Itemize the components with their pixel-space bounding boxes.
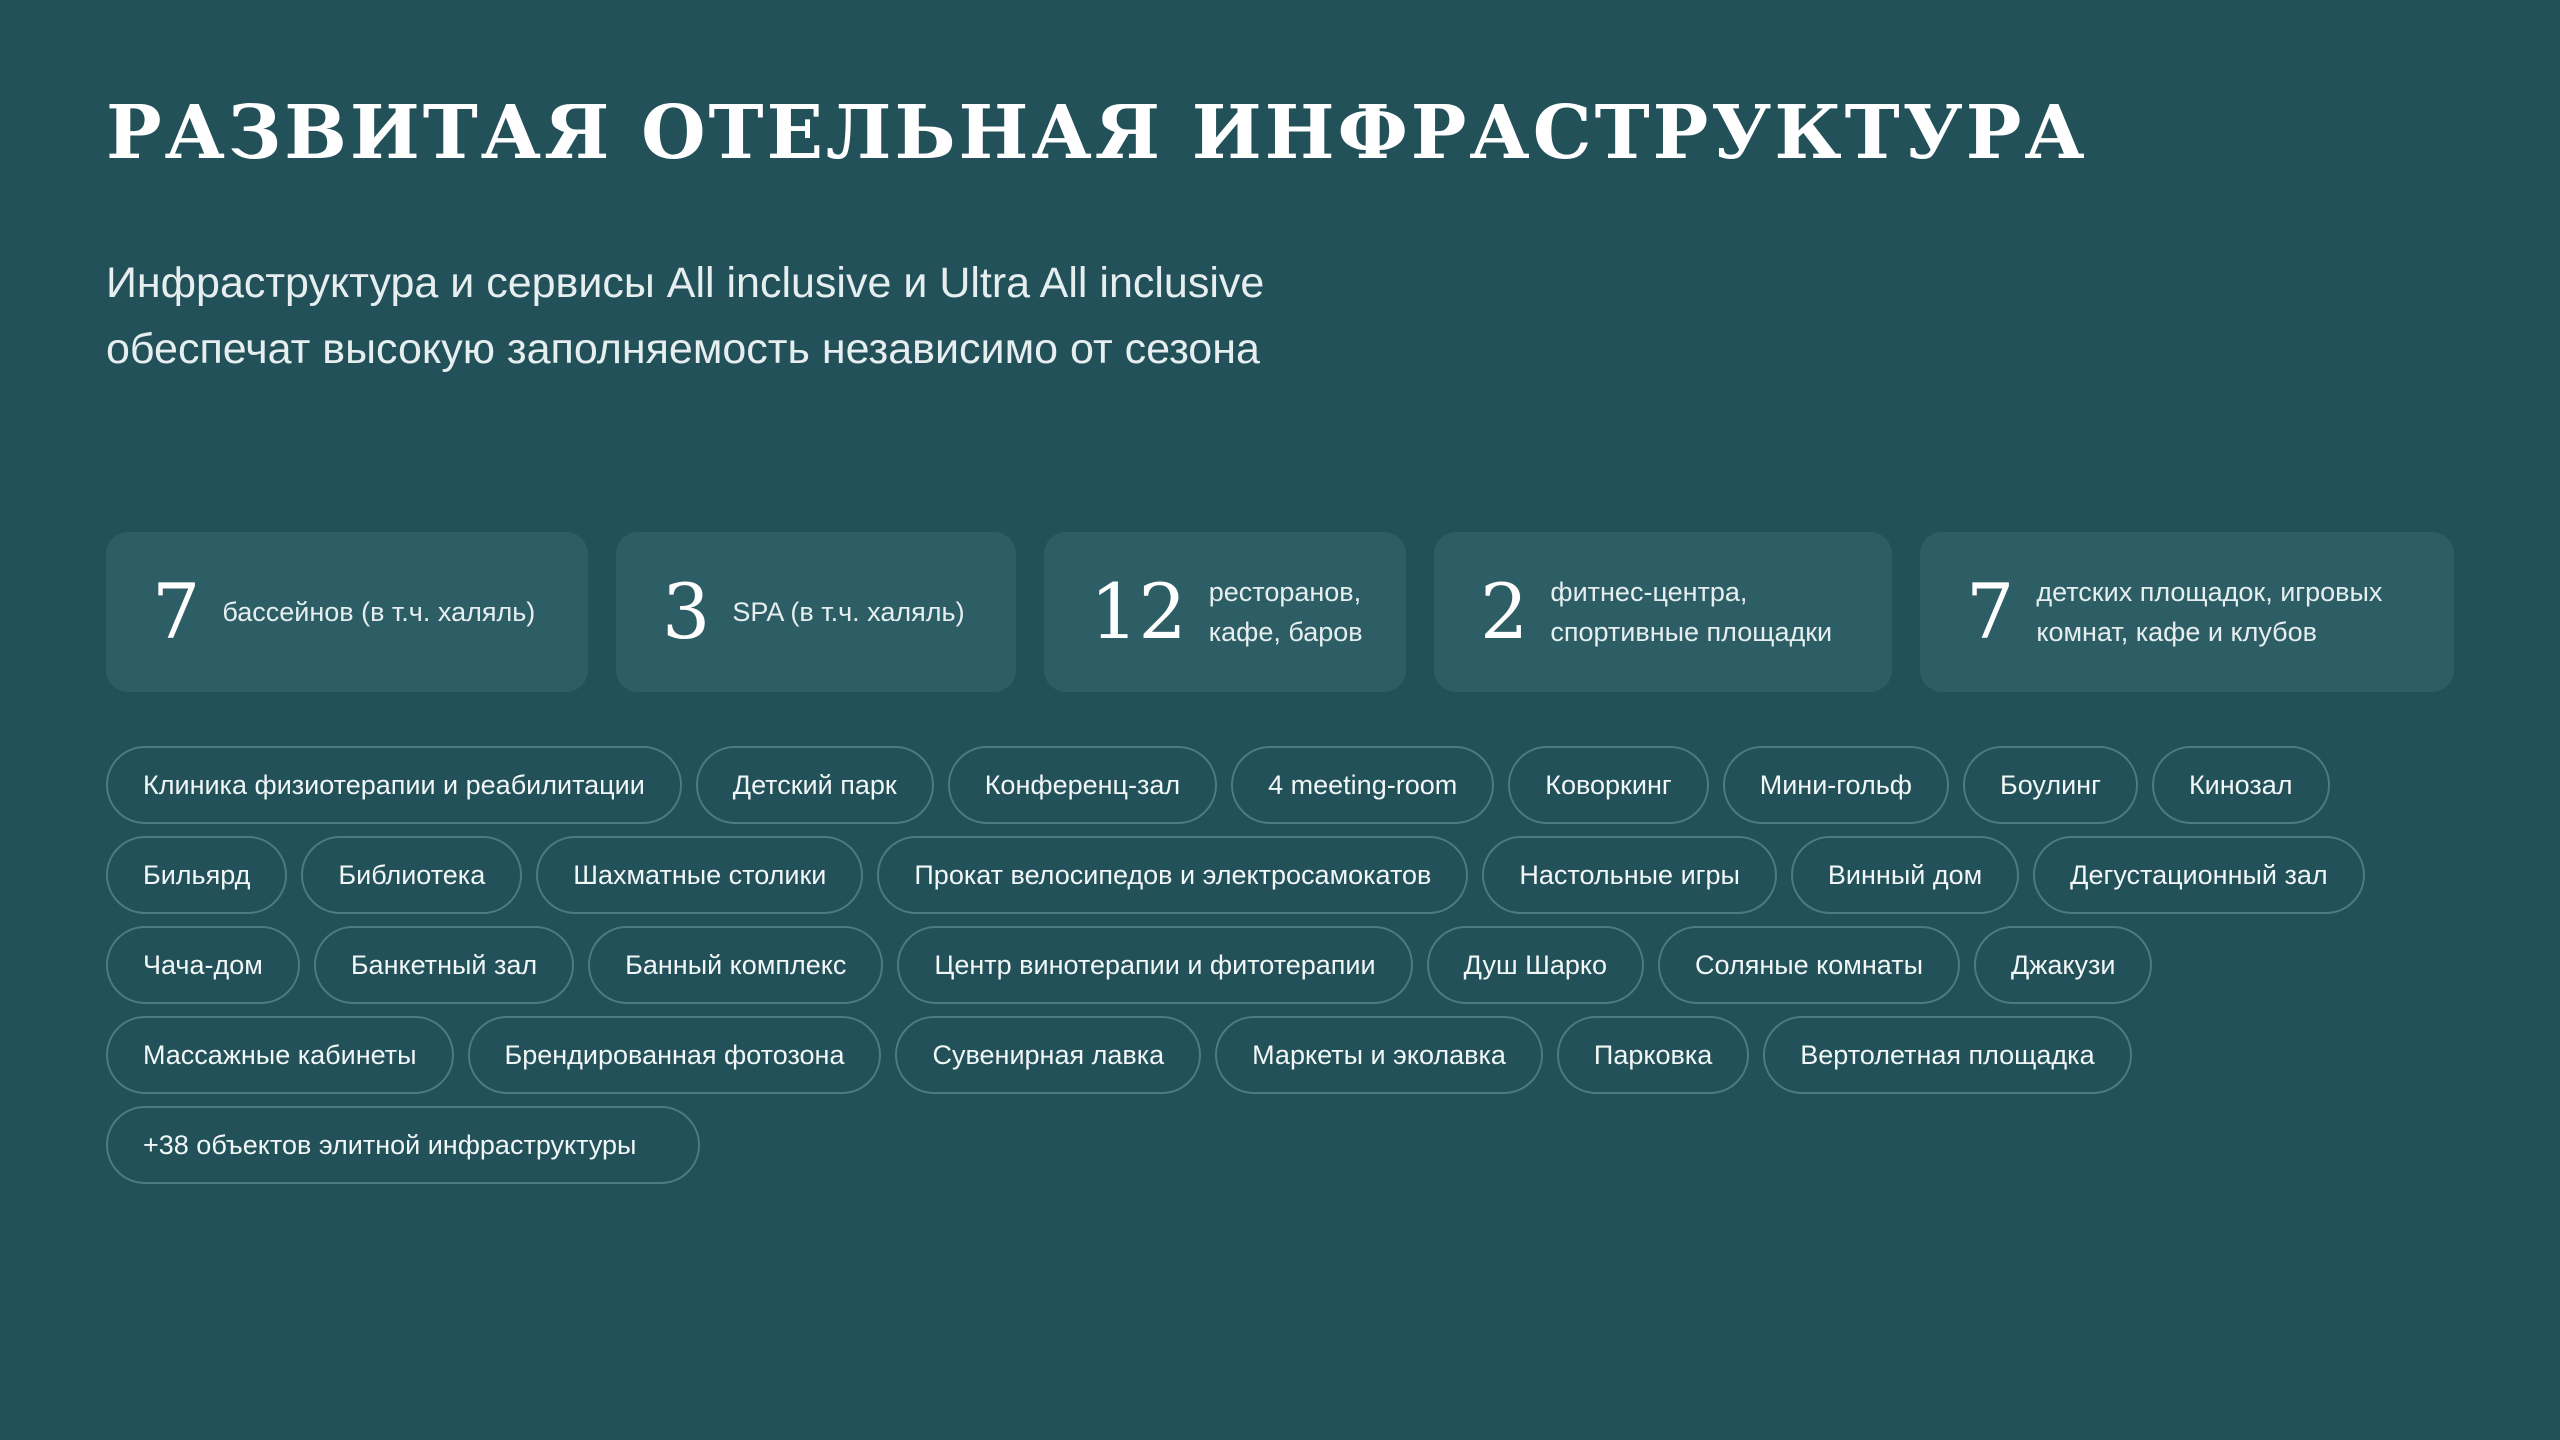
amenity-tag: 4 meeting-room [1231,746,1494,824]
amenity-tag: Боулинг [1963,746,2138,824]
stat-label-line: спортивные площадки [1550,617,1833,647]
amenity-tag: Настольные игры [1482,836,1777,914]
stat-number: 2 [1480,567,1529,656]
stat-card-kids [1920,532,2454,692]
stat-label [1550,572,1832,652]
amenity-tag: Дегустационный зал [2033,836,2364,914]
amenity-tags [106,746,2466,1184]
amenity-tag: Душ Шарко [1427,926,1644,1004]
amenity-tag: Чача-дом [106,926,300,1004]
stat-number: 7 [1966,567,2015,656]
stat-label [222,592,535,632]
stat-label-line: ресторанов, [1208,577,1362,607]
amenity-tag: Центр винотерапии и фитотерапии [897,926,1412,1004]
amenity-tag: Бильярд [106,836,287,914]
amenity-tag: Шахматные столики [536,836,863,914]
amenity-tag: Винный дом [1791,836,2019,914]
amenity-tag: Банкетный зал [314,926,574,1004]
amenity-tag: Джакузи [1974,926,2152,1004]
subtitle-line-2: обеспечат высокую заполняемость независимо от сезона [106,325,1260,373]
subtitle [106,250,1264,382]
amenity-tag: Прокат велосипедов и электросамокатов [877,836,1468,914]
amenity-tag: Банный комплекс [588,926,883,1004]
stat-card-fitness [1434,532,1892,692]
amenity-tag: Мини-гольф [1723,746,1949,824]
stat-number: 12 [1090,567,1187,656]
amenity-tag: Соляные комнаты [1658,926,1960,1004]
amenity-tag: Детский парк [696,746,934,824]
stat-label-line: детских площадок, игровых [2036,577,2383,607]
stat-label [1209,572,1363,652]
subtitle-line-1: Инфраструктура и сервисы All inclusive и Ultra All inclusive [106,259,1265,307]
stat-card-spa [616,532,1016,692]
amenity-tag: Маркеты и эколавка [1215,1016,1543,1094]
stat-card-restaurants [1044,532,1406,692]
amenity-tag: Брендированная фотозона [468,1016,882,1094]
stats-row [106,532,2454,692]
stat-label-line: фитнес-центра, [1550,577,1748,607]
stat-label-line: комнат, кафе и клубов [2036,617,2317,647]
amenity-tag: Сувенирная лавка [895,1016,1201,1094]
stat-number: 7 [152,567,201,656]
stat-label [732,592,964,632]
stat-label-line: кафе, баров [1208,617,1363,647]
amenity-tag: Клиника физиотерапии и реабилитации [106,746,682,824]
stat-card-pools [106,532,588,692]
amenity-tag: Кинозал [2152,746,2330,824]
more-amenities-tag: +38 объектов элитной инфраструктуры [106,1106,700,1184]
amenity-tag: Коворкинг [1508,746,1708,824]
amenity-tag: Вертолетная площадка [1763,1016,2131,1094]
stat-number: 3 [662,567,711,656]
amenity-tag: Массажные кабинеты [106,1016,454,1094]
amenity-tag: Библиотека [301,836,522,914]
stat-label-line: SPA (в т.ч. халяль) [732,597,965,627]
stat-label-line: бассейнов (в т.ч. халяль) [222,597,536,627]
page-title: РАЗВИТАЯ ОТЕЛЬНАЯ ИНФРАСТРУКТУРА [106,90,2088,176]
amenity-tag: Парковка [1557,1016,1749,1094]
stat-label [2036,572,2382,652]
amenity-tag: Конференц-зал [948,746,1217,824]
